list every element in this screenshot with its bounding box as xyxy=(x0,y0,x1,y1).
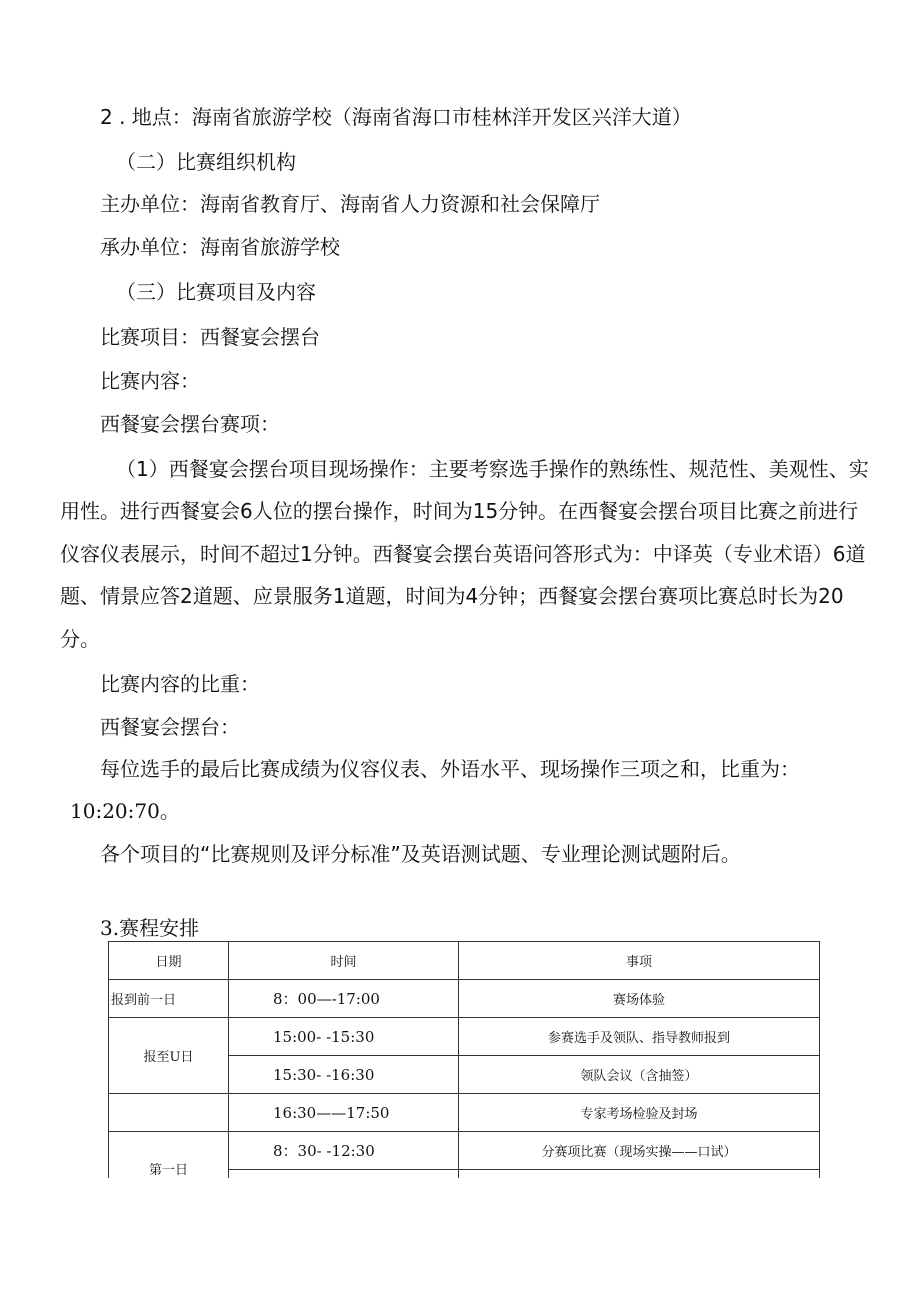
host-line: 承办单位：海南省旅游学校 xyxy=(100,235,340,259)
weight-heading: 比赛内容的比重： xyxy=(100,672,260,696)
page-cut-mask xyxy=(100,1178,830,1198)
event-subheading: 西餐宴会摆台赛项： xyxy=(100,412,280,436)
table-header-row xyxy=(109,942,820,980)
row-item: 赛场体验 xyxy=(459,980,820,1018)
paragraph-line: 仪容仪表展示，时间不超过1分钟。西餐宴会摆台英语问答形式为：中译英（专业术语）6道 xyxy=(60,542,866,566)
table-row xyxy=(109,1018,820,1056)
row-item: 分赛项比赛（现场实操——口试） xyxy=(459,1132,820,1170)
table-row xyxy=(109,980,820,1018)
row-time: 16:30——17:50 xyxy=(229,1094,459,1132)
content-label: 比赛内容： xyxy=(100,369,200,393)
row-item: 专家考场检验及封场 xyxy=(459,1094,820,1132)
row-date: 第一日 xyxy=(109,1132,229,1179)
row-date xyxy=(109,1094,229,1132)
attachment-note: 各个项目的“比赛规则及评分标准”及英语测试题、专业理论测试题附后。 xyxy=(100,842,741,866)
location-line: 2 . 地点：海南省旅游学校（海南省海口市桂林洋开发区兴洋大道） xyxy=(100,105,692,129)
table-row xyxy=(109,1132,820,1170)
row-time: 8：30- -12:30 xyxy=(229,1132,459,1170)
paragraph-line: （1）西餐宴会摆台项目现场操作：主要考察选手操作的熟练性、规范性、美观性、实 xyxy=(116,457,869,481)
paragraph-line: 分。 xyxy=(60,627,100,651)
header-date: 日期 xyxy=(109,942,229,980)
row-time: 15:00- -15:30 xyxy=(229,1018,459,1056)
paragraph-line: 用性。进行西餐宴会6人位的摆台操作，时间为15分钟。在西餐宴会摆台项目比赛之前进行 xyxy=(60,499,859,523)
event-item-line: 比赛项目：西餐宴会摆台 xyxy=(100,325,320,349)
section-heading-events: （三）比赛项目及内容 xyxy=(116,280,316,304)
row-item: 领队会议（含抽签） xyxy=(459,1056,820,1094)
row-date: 报到前一日 xyxy=(109,980,229,1018)
weight-description: 每位选手的最后比赛成绩为仪容仪表、外语水平、现场操作三项之和，比重为： xyxy=(100,757,800,781)
table-row xyxy=(109,1094,820,1132)
row-time: 15:30- -16:30 xyxy=(229,1056,459,1094)
weight-ratio: 10:20:70。 xyxy=(70,799,180,823)
paragraph-line: 题、情景应答2道题、应景服务1道题，时间为4分钟；西餐宴会摆台赛项比赛总时长为20 xyxy=(60,584,844,608)
row-date: 报至U日 xyxy=(109,1018,229,1094)
row-time: 8：00—-17:00 xyxy=(229,980,459,1018)
organizer-line: 主办单位：海南省教育厅、海南省人力资源和社会保障厅 xyxy=(100,192,600,216)
row-item: 参赛选手及领队、指导教师报到 xyxy=(459,1018,820,1056)
header-item: 事项 xyxy=(459,942,820,980)
schedule-table xyxy=(108,941,820,1179)
section-heading-organization: （二）比赛组织机构 xyxy=(116,150,296,174)
schedule-title: 3.赛程安排 xyxy=(100,916,200,940)
weight-event-label: 西餐宴会摆台： xyxy=(100,715,240,739)
header-time: 时间 xyxy=(229,942,459,980)
